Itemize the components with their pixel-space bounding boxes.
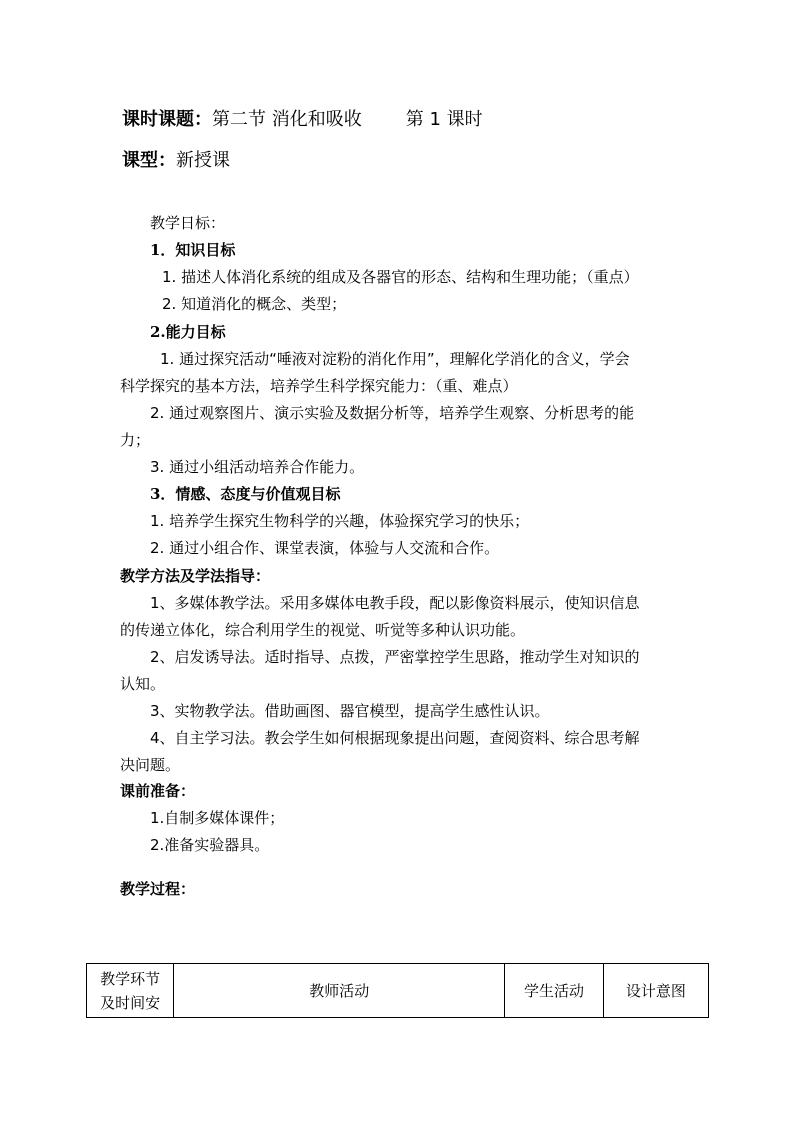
- emotion-heading: 3．情感、态度与价值观目标: [150, 485, 341, 503]
- table-header-row: [87, 964, 709, 1018]
- ability-heading: 2.能力目标: [150, 323, 226, 341]
- process-table: [86, 963, 709, 1018]
- lesson-number: 第 1 课时: [405, 109, 483, 130]
- method-item: 1、多媒体教学法。采用多媒体电教手段，配以影像资料展示，使知识信息: [150, 594, 640, 612]
- objectives-heading: 教学日标：: [150, 214, 226, 232]
- preparation-heading: 课前准备：: [120, 782, 196, 800]
- type-label: 课型：: [122, 150, 176, 171]
- ability-item-cont: 力；: [120, 431, 151, 449]
- knowledge-item: 2. 知道消化的概念、类型；: [162, 295, 347, 313]
- ability-item-cont: 科学探究的基本方法，培养学生科学探究能力：（重、难点）: [120, 377, 518, 395]
- method-item-cont: 的传递立体化，综合利用学生的视觉、听觉等多种认识功能。: [120, 621, 526, 639]
- method-item: 3、实物教学法。借助画图、器官模型，提高学生感性认识。: [150, 702, 550, 720]
- header-student: 学生活动: [505, 964, 603, 1018]
- emotion-item: 2. 通过小组合作、课堂表演，体验与人交流和合作。: [150, 539, 500, 557]
- ability-item: 3. 通过小组活动培养合作能力。: [150, 458, 365, 476]
- preparation-item: 1.自制多媒体课件；: [150, 809, 285, 827]
- header-stage: [87, 964, 174, 1018]
- knowledge-item: 1. 描述人体消化系统的组成及各器官的形态、结构和生理功能；（重点）: [162, 268, 639, 286]
- method-item: 4、自主学习法。教会学生如何根据现象提出问题，查阅资料、综合思考解: [150, 729, 640, 747]
- lesson-title: [122, 105, 483, 131]
- methods-heading: 教学方法及学法指导：: [120, 567, 271, 585]
- title-label: 课时课题：: [122, 109, 212, 130]
- method-item-cont: 决问题。: [120, 756, 181, 774]
- lesson-type: [122, 146, 230, 172]
- method-item: 2、启发诱导法。适时指导、点拨，严密掌控学生思路，推动学生对知识的: [150, 648, 640, 666]
- ability-item: 2. 通过观察图片、演示实验及数据分析等，培养学生观察、分析思考的能: [150, 404, 635, 422]
- header-stage-line1: 教学环节: [100, 969, 161, 988]
- title-value: 第二节 消化和吸收: [212, 109, 362, 130]
- header-intent: 设计意图: [603, 964, 708, 1018]
- emotion-item: 1. 培养学生探究生物科学的兴趣，体验探究学习的快乐；: [150, 512, 530, 530]
- type-value: 新授课: [176, 150, 230, 171]
- preparation-item: 2.准备实验器具。: [150, 836, 270, 854]
- header-stage-line2: 及时间安: [100, 993, 161, 1012]
- header-teacher: 教师活动: [174, 964, 505, 1018]
- ability-item: 1. 通过探究活动“唾液对淀粉的消化作用”，理解化学消化的含义，学会: [160, 350, 630, 368]
- method-item-cont: 认知。: [120, 675, 166, 693]
- knowledge-heading: 1．知识目标: [150, 241, 236, 259]
- process-heading: 教学过程：: [120, 880, 196, 898]
